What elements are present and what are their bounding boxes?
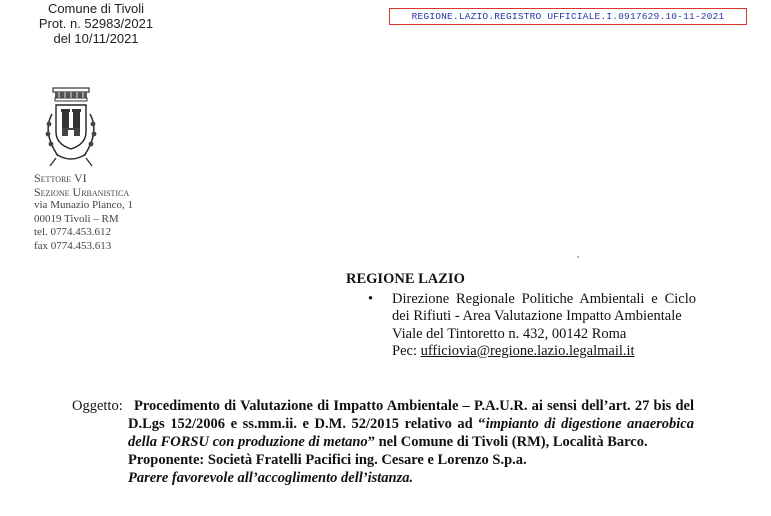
recipient-heading: REGIONE LAZIO — [346, 271, 465, 287]
stray-mark — [577, 256, 579, 258]
sender-section: Sezione Urbanistica — [34, 184, 130, 199]
protocol-date: del 10/11/2021 — [53, 31, 139, 46]
sender-tel: tel. 0774.453.612 — [34, 226, 111, 238]
municipal-crest-icon — [36, 86, 106, 172]
sender-sector: Settore VI — [34, 171, 87, 185]
bullet-icon: • — [368, 290, 374, 307]
subject-proponent: Proponente: Società Fratelli Pacifici ing. Cesare e Lorenzo S.p.a. — [128, 452, 527, 468]
recipient-address: Viale del Tintoretto n. 432, 00142 Roma — [392, 325, 627, 342]
recipient-department: Direzione Regionale Politiche Ambientali e Ciclo dei Rifiuti - Area Valutazione Impatto Ambientale — [392, 290, 696, 324]
recipient-block — [346, 271, 696, 361]
protocol-municipality: Comune di Tivoli — [47, 1, 145, 16]
registry-stamp — [389, 8, 747, 25]
subject-project: impianto di digestione anaerobica della FORSU con produzione di metano — [128, 416, 694, 450]
sender-fax: fax 0774.453.613 — [34, 239, 112, 252]
subject-block — [128, 397, 694, 487]
recipient-item — [346, 291, 696, 326]
subject-label: Oggetto: — [72, 398, 123, 414]
subject-opinion: Parere favorevole all’accoglimento dell’istanza. — [128, 470, 414, 486]
sender-street: via Munazio Planco, 1 — [34, 199, 133, 211]
sender-city: 00019 Tivoli – RM — [34, 212, 119, 225]
sender-block — [34, 172, 133, 253]
recipient-pec — [392, 343, 696, 361]
subject-text — [128, 397, 694, 451]
pec-email-link[interactable]: ufficiovia@regione.lazio.legalmail.it — [420, 343, 635, 359]
subject-part1: Procedimento di Valutazione di Impatto Ambientale – P.A.U.R. ai sensi dell’art. 27 bis del D.Lgs 152/2006 e ss.mm.ii. e D.M. 52/2015 relativo ad “ — [128, 398, 694, 432]
pec-label: Pec: — [392, 343, 417, 359]
protocol-stamp — [36, 1, 156, 46]
protocol-number: Prot. n. 52983/2021 — [38, 16, 154, 31]
subject-part2: ” nel Comune di Tivoli (RM), Località Barco. — [367, 434, 648, 450]
registry-stamp-text: REGIONE.LAZIO.REGISTRO UFFICIALE.I.0917629.10-11-2021 — [411, 11, 725, 22]
